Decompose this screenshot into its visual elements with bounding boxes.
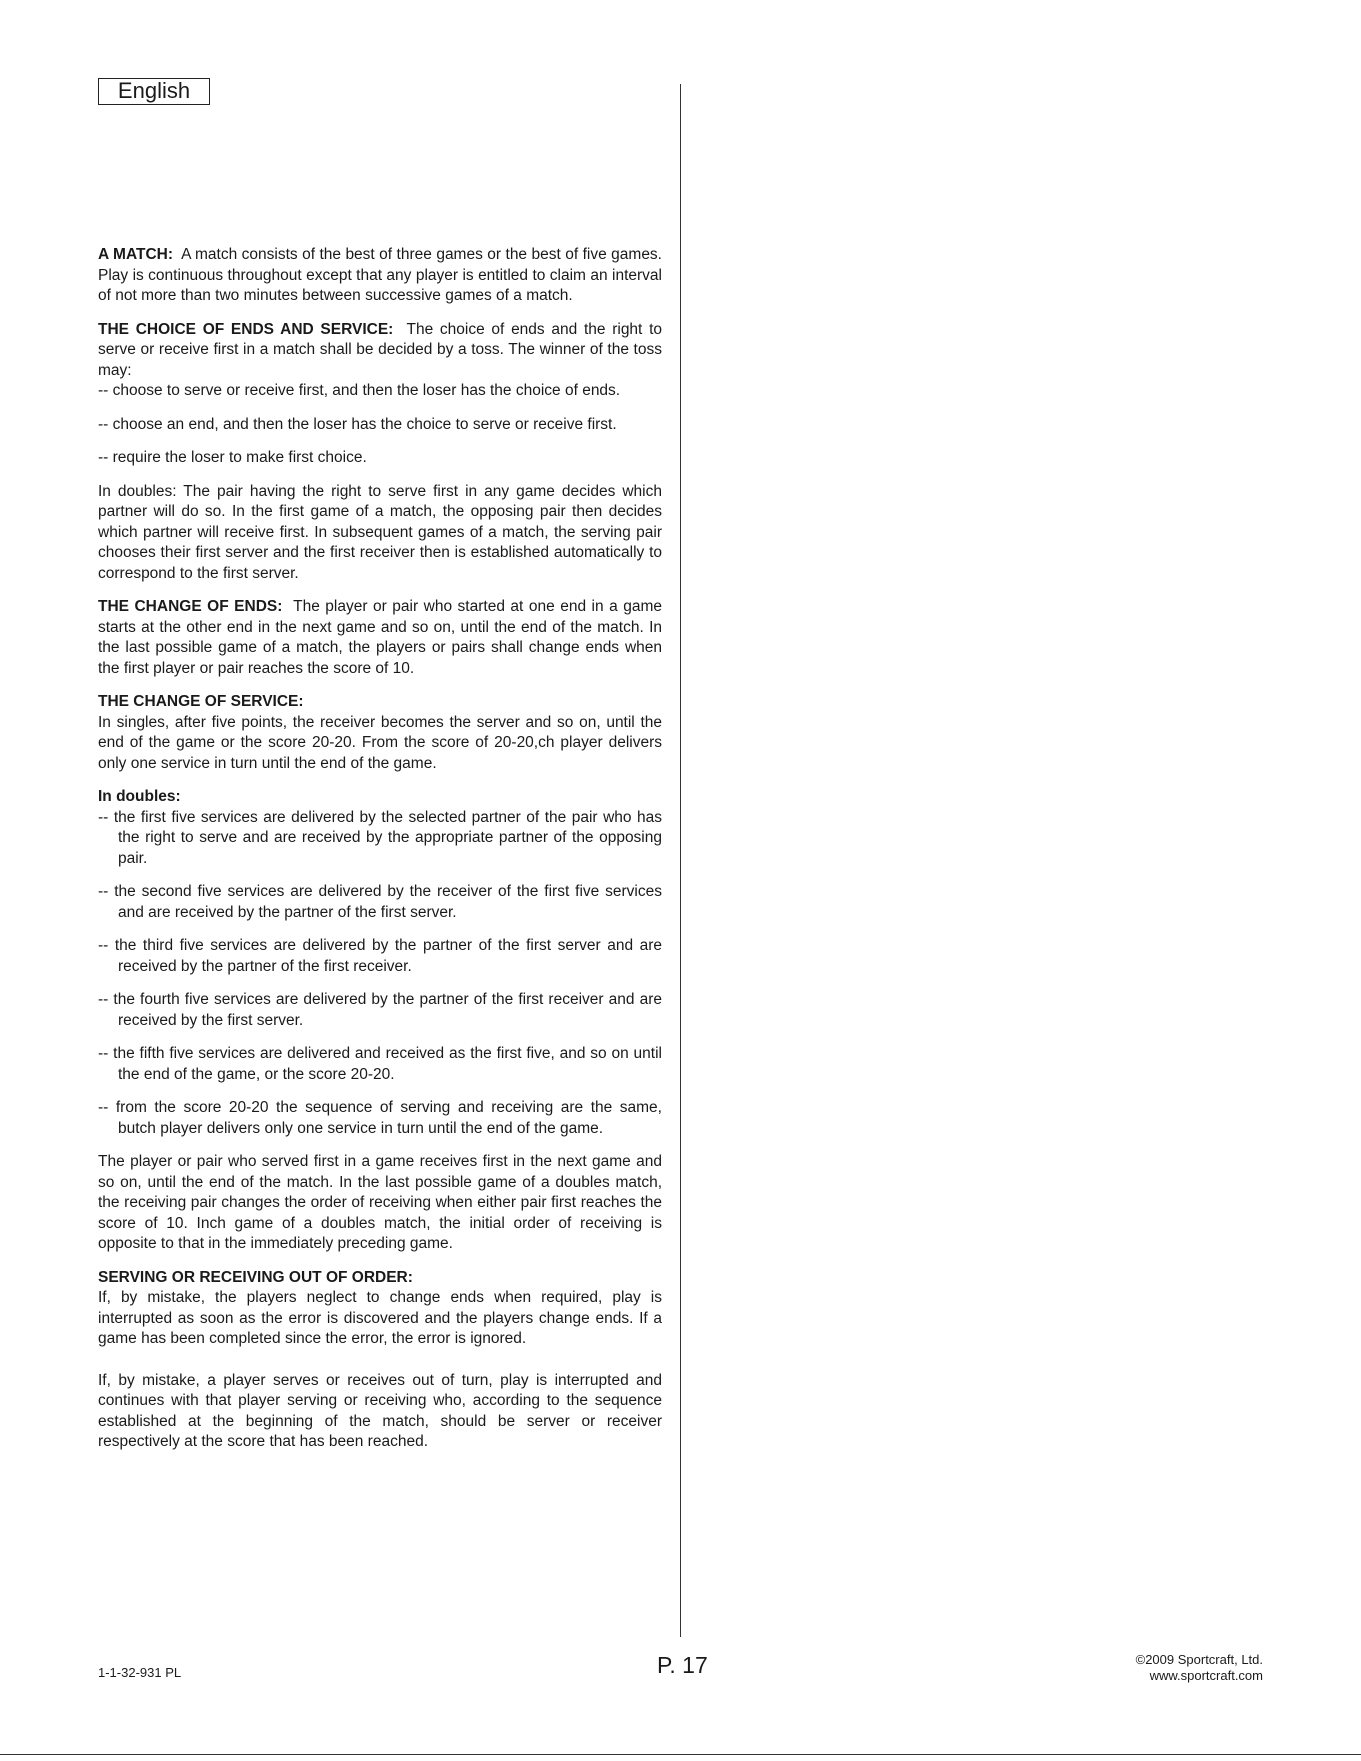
page-number: P. 17 bbox=[657, 1652, 708, 1678]
match-text: A match consists of the best of three games or the best of five games. Play is continuous throughout except that any player is entitled to claim an interval of not more than two minutes between successive games of a match. bbox=[98, 246, 662, 304]
doubles-item: -- the first five services are delivered by the selected partner of the pair who has the right to serve and are received by the appropriate partner of the opposing pair. bbox=[98, 808, 662, 867]
copyright-block bbox=[1136, 1652, 1263, 1684]
rules-content bbox=[98, 245, 662, 1466]
choice-section bbox=[98, 320, 662, 382]
column-divider bbox=[680, 84, 681, 1637]
doubles-intro: In doubles: The pair having the right to serve first in any game decides which partner will do so. In the first game of a match, the opposing pair then decides which partner will receive first. In subsequent games of a match, the serving pair chooses their first server and the first receiver then is established automatically to correspond to the first server. bbox=[98, 482, 662, 582]
change-ends-section bbox=[98, 597, 662, 679]
doubles-item: -- from the score 20-20 the sequence of serving and receiving are the same, butch player delivers only one service in turn until the end of the game. bbox=[98, 1099, 662, 1137]
choice-option: -- choose an end, and then the loser has the choice to serve or receive first. bbox=[98, 415, 617, 433]
bottom-rule bbox=[0, 1754, 1361, 1755]
match-section bbox=[98, 245, 662, 307]
language-label: English bbox=[98, 78, 210, 105]
doubles-heading: In doubles: bbox=[98, 788, 181, 805]
copyright: ©2009 Sportcraft, Ltd. bbox=[1135, 1652, 1263, 1667]
choice-text: The choice of ends and the right to serve or receive first in a match shall be decided by a toss. The winner of the toss may: bbox=[98, 320, 662, 379]
doubles-item: -- the fourth five services are delivered by the partner of the first receiver and are received by the first server. bbox=[98, 991, 662, 1029]
out-of-order-text: If, by mistake, the players neglect to change ends when required, play is interrupted as soon as the error is discovered and the players change ends. If a game has been completed since the error, the error is ignored. bbox=[98, 1289, 662, 1347]
change-service-text: In singles, after five points, the receiver becomes the server and so on, until the end of the game or the score 20-20. From the score of 20-20,ch player delivers only one service in turn until the end of the game. bbox=[98, 713, 662, 772]
change-service-heading: THE CHANGE OF SERVICE: bbox=[98, 693, 304, 710]
document-code: 1-1-32-931 PL bbox=[98, 1665, 182, 1680]
out-of-order-text: If, by mistake, a player serves or receives out of turn, play is interrupted and continues with that player serving or receiving who, according to the sequence established at the beginning of the match, should be server or receiver respectively at the score that has been reached. bbox=[98, 1371, 662, 1450]
doubles-closing: The player or pair who served first in a game receives first in the next game and so on, until the end of the match. In the last possible game of a doubles match, the receiving pair changes the order of receiving when either pair first reaches the score of 10. Inch game of a doubles match, the initial order of receiving is opposite to that in the immediately preceding game. bbox=[98, 1153, 662, 1252]
choice-heading: THE CHOICE OF ENDS AND SERVICE: bbox=[98, 320, 394, 338]
out-of-order-heading: SERVING OR RECEIVING OUT OF ORDER: bbox=[98, 1268, 413, 1286]
doubles-item: -- the third five services are delivered by the partner of the first server and are received by the partner of the first receiver. bbox=[98, 937, 662, 975]
website: www.sportcraft.com bbox=[1149, 1668, 1263, 1683]
doubles-item: -- the second five services are delivered by the receiver of the first five services and are received by the partner of the first server. bbox=[98, 883, 662, 921]
change-ends-text: The player or pair who started at one end in a game starts at the other end in the next game and so on, until the end of the match. In the last possible game of a match, the players or pairs shall change ends when the first player or pair reaches the score of 10. bbox=[98, 598, 662, 677]
choice-option: -- require the loser to make first choice. bbox=[98, 449, 367, 466]
change-ends-heading: THE CHANGE OF ENDS: bbox=[98, 598, 283, 615]
doubles-item: -- the fifth five services are delivered and received as the first five, and so on until the end of the game, or the score 20-20. bbox=[98, 1045, 662, 1083]
choice-option: -- choose to serve or receive first, and then the loser has the choice of ends. bbox=[98, 382, 621, 399]
match-heading: A MATCH: bbox=[98, 246, 174, 263]
